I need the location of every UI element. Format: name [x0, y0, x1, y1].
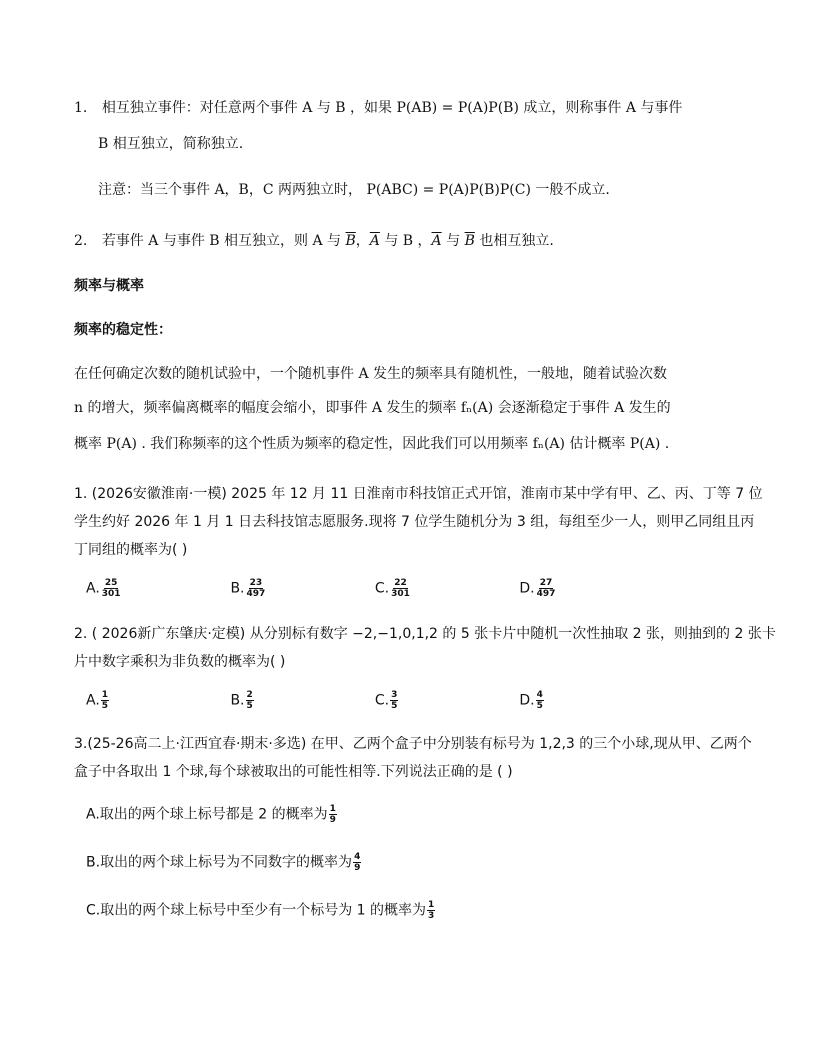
question-2-option-a[interactable] — [86, 690, 226, 711]
denominator: 497 — [536, 589, 556, 599]
item-1-line-2: B 相互独立，简称独立. — [98, 136, 244, 152]
question-1-line-3: 丁同组的概率为( ) — [74, 542, 188, 558]
numerator: 1 — [329, 804, 336, 814]
fraction — [101, 578, 122, 599]
b-complement: $\overline{B}$ — [345, 233, 356, 249]
question-2-line-2: 片中数字乘积为非负数的概率为( ) — [74, 654, 286, 670]
fraction — [390, 578, 411, 599]
question-3-line-1: 3.(25-26高二上·江西宜春·期末·多选) 在甲、乙两个盒子中分别装有标号为 1,2,3 的三个小球,现从甲、乙两个 — [74, 736, 752, 752]
numerator: 3 — [391, 690, 398, 700]
numerator: 2 — [246, 690, 253, 700]
numerator: 22 — [394, 578, 407, 588]
fraction — [536, 578, 557, 599]
question-3-line-2: 盒子中各取出 1 个球,每个球被取出的可能性相等.下列说法正确的是 ( ) — [74, 764, 513, 780]
item-1-note: 注意：当三个事件 A，B，C 两两独立时， P(ABC) = P(A)P(B)P(C) 一般不成立. — [98, 182, 610, 198]
denominator: 301 — [101, 589, 121, 599]
option-label: C. — [374, 580, 390, 597]
question-1-line-2: 学生约好 2026 年 1 月 1 日去科技馆志愿服务.现将 7 位学生随机分为 3 组，每组至少一人，则甲乙同组且丙 — [74, 514, 755, 530]
option-label: B. — [86, 854, 101, 871]
item-2-text-d: 与 B ， — [379, 233, 432, 249]
fraction — [427, 900, 435, 921]
question-1-option-b[interactable] — [230, 578, 370, 599]
question-3-option-b[interactable] — [86, 852, 361, 873]
denominator: 3 — [428, 911, 435, 921]
option-label: C. — [86, 902, 101, 919]
option-label: C. — [374, 692, 390, 709]
item-2-text-a: 若事件 A 与事件 B 相互独立，则 A 与 — [101, 233, 346, 249]
question-2-line-1: 2. ( 2026新广东肇庆·定模) 从分别标有数字 −2,−1,0,1,2 的 5 张卡片中随机一次性抽取 2 张，则抽到的 2 张卡 — [74, 626, 776, 642]
option-label: D. — [519, 580, 535, 597]
numerator: 27 — [539, 578, 553, 588]
b-complement-2: $\overline{B}$ — [464, 233, 475, 249]
option-label: A. — [86, 692, 100, 709]
numerator: 4 — [536, 690, 543, 700]
option-label: A. — [86, 580, 100, 597]
frequency-paragraph-line-2: n 的增大，频率偏离概率的幅度会缩小，即事件 A 发生的频率 fₙ(A) 会逐渐稳定于事件 A 发生的 — [74, 400, 671, 416]
fraction — [246, 690, 254, 711]
fraction — [246, 578, 267, 599]
item-2-text-f: 也相互独立. — [474, 233, 554, 249]
fraction — [329, 804, 337, 825]
question-2-option-c[interactable] — [375, 690, 515, 711]
question-1-option-d[interactable] — [519, 578, 659, 599]
question-1-option-a[interactable] — [86, 578, 226, 599]
item-1-number: 1. — [74, 100, 88, 116]
item-2-number: 2. — [74, 233, 88, 249]
denominator: 497 — [246, 589, 266, 599]
question-1-line-1: 1. (2026安徽淮南·一模) 2025 年 12 月 11 日淮南市科技馆正式开馆，淮南市某中学有甲、乙、丙、丁等 7 位 — [74, 486, 763, 502]
option-label: D. — [519, 692, 535, 709]
numerator: 1 — [101, 690, 109, 700]
fraction — [390, 690, 398, 711]
denominator: 301 — [391, 589, 410, 599]
option-label: B. — [230, 692, 245, 709]
denominator: 9 — [354, 863, 361, 873]
numerator: 25 — [104, 578, 118, 588]
question-2-option-d[interactable] — [519, 690, 659, 711]
frequency-paragraph-line-3: 概率 P(A) . 我们称频率的这个性质为频率的稳定性，因此我们可以用频率 fₙ(A) 估计概率 P(A) . — [74, 436, 670, 452]
frequency-subheading: 频率的稳定性： — [74, 322, 172, 338]
numerator: 1 — [428, 900, 435, 910]
question-1-options — [86, 578, 659, 599]
item-1-line-1 — [74, 98, 682, 118]
item-2-text-e: 与 — [441, 233, 465, 249]
question-3-option-a[interactable] — [86, 804, 337, 825]
denominator: 5 — [101, 701, 109, 711]
denominator: 5 — [391, 701, 398, 711]
fraction — [536, 690, 544, 711]
option-text: 取出的两个球上标号中至少有一个标号为 1 的概率为 — [100, 902, 427, 919]
a-complement: $\overline{A}$ — [369, 233, 380, 249]
option-text: 取出的两个球上标号为不同数字的概率为 — [100, 854, 353, 871]
denominator: 5 — [246, 701, 253, 711]
option-label: A. — [86, 806, 100, 823]
item-2-line — [74, 231, 554, 251]
a-complement-2: $\overline{A}$ — [431, 233, 442, 249]
question-3-option-c[interactable] — [86, 900, 435, 921]
question-2-option-b[interactable] — [230, 690, 370, 711]
item-2-text-c: ， — [355, 233, 370, 249]
denominator: 9 — [329, 815, 336, 825]
option-text: 取出的两个球上标号都是 2 的概率为 — [99, 806, 328, 823]
question-2-options — [86, 690, 659, 711]
fraction — [101, 690, 109, 711]
question-1-option-c[interactable] — [375, 578, 515, 599]
fraction — [353, 852, 361, 873]
numerator: 23 — [249, 578, 263, 588]
option-label: B. — [230, 580, 245, 597]
item-1-text: 相互独立事件：对任意两个事件 A 与 B ，如果 P(AB) = P(A)P(B) 成立，则称事件 A 与事件 — [101, 100, 683, 116]
denominator: 5 — [536, 701, 543, 711]
numerator: 4 — [354, 852, 361, 862]
frequency-paragraph-line-1: 在任何确定次数的随机试验中，一个随机事件 A 发生的频率具有随机性，一般地，随着试验次数 — [74, 366, 668, 382]
frequency-heading: 频率与概率 — [74, 278, 144, 294]
